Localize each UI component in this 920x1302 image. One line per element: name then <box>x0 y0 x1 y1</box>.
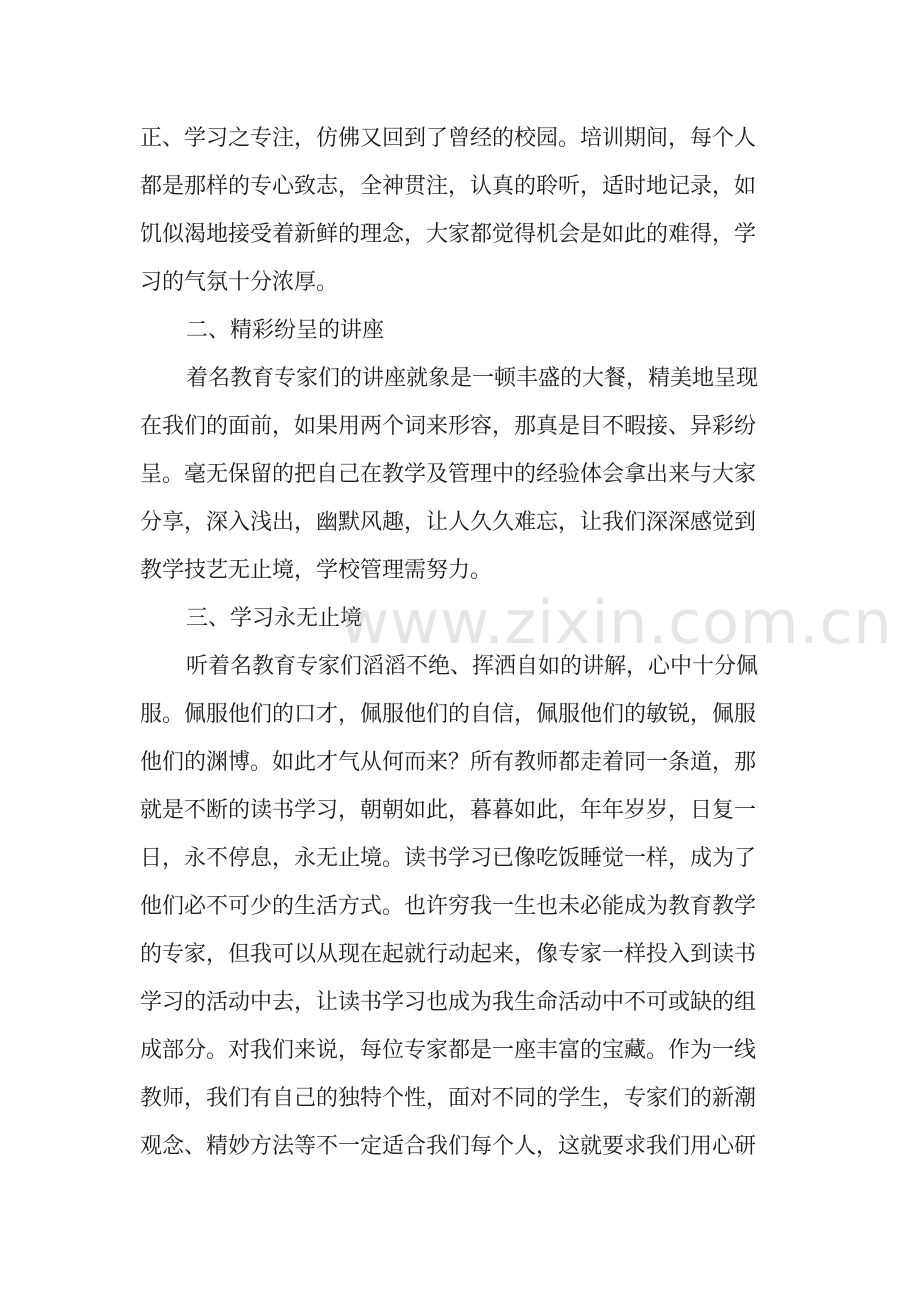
text-line: 饥似渴地接受着新鲜的理念，大家都觉得机会是如此的难得，学 <box>140 222 757 247</box>
section-heading: 二、精彩纷呈的讲座 <box>186 318 385 343</box>
text-line: 呈。毫无保留的把自己在教学及管理中的经验体会拿出来与大家 <box>140 462 757 487</box>
text-line: 都是那样的专心致志，全神贯注，认真的聆听，适时地记录，如 <box>140 174 757 199</box>
text-line: 分享，深入浅出，幽默风趣，让人久久难忘，让我们深深感觉到 <box>140 510 757 535</box>
paragraph-first-line: 听着名教育专家们滔滔不绝、挥洒自如的讲解，心中十分佩 <box>186 654 759 679</box>
text-line: 就是不断的读书学习，朝朝如此，暮暮如此，年年岁岁，日复一 <box>140 798 757 823</box>
text-line: 观念、精妙方法等不一定适合我们每个人，这就要求我们用心研 <box>140 1134 757 1159</box>
text-line: 他们的渊博。如此才气从何而来？所有教师都走着同一条道，那 <box>140 750 757 775</box>
paragraph-first-line: 着名教育专家们的讲座就象是一顿丰盛的大餐，精美地呈现 <box>186 366 759 391</box>
text-line: 习的气氛十分浓厚。 <box>140 270 339 295</box>
text-line: 的专家，但我可以从现在起就行动起来，像专家一样投入到读书 <box>140 942 757 967</box>
text-line: 教师，我们有自己的独特个性，面对不同的学生，专家们的新潮 <box>140 1086 757 1111</box>
text-line: 在我们的面前，如果用两个词来形容，那真是目不暇接、异彩纷 <box>140 414 757 439</box>
text-line: 日，永不停息，永无止境。读书学习已像吃饭睡觉一样，成为了 <box>140 846 757 871</box>
text-line: 他们必不可少的生活方式。也许穷我一生也未必能成为教育教学 <box>140 894 757 919</box>
text-line: 教学技艺无止境，学校管理需努力。 <box>140 558 493 583</box>
body-text <box>140 115 782 1171</box>
section-heading: 三、学习永无止境 <box>186 606 363 631</box>
text-line: 正、学习之专注，仿佛又回到了曾经的校园。培训期间，每个人 <box>140 126 757 151</box>
watermark: www.zixin.com.cn <box>340 588 893 658</box>
text-line: 服。佩服他们的口才，佩服他们的自信，佩服他们的敏锐，佩服 <box>140 702 757 727</box>
text-line: 学习的活动中去，让读书学习也成为我生命活动中不可或缺的组 <box>140 990 757 1015</box>
text-line: 成部分。对我们来说，每位专家都是一座丰富的宝藏。作为一线 <box>140 1038 757 1063</box>
